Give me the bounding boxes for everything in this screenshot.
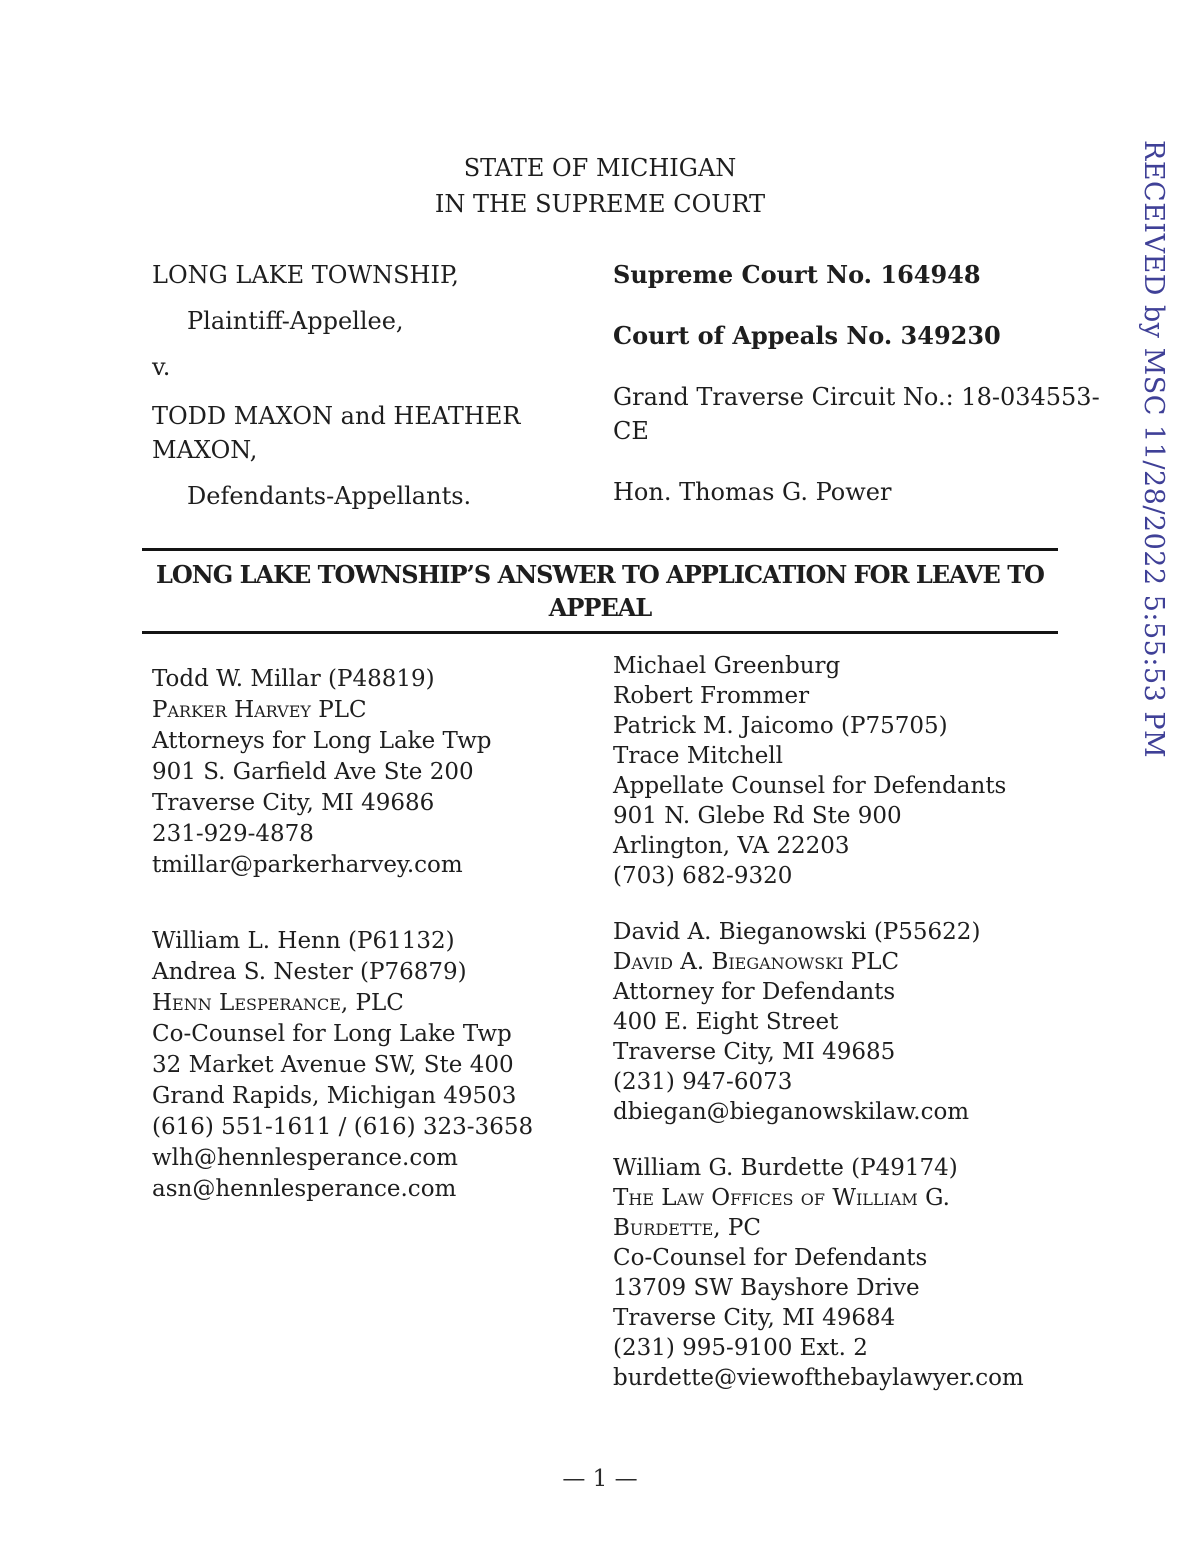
counsel-line: Arlington, VA 22203: [613, 833, 850, 859]
counsel-line: Trace Mitchell: [613, 743, 784, 769]
counsel-line: 901 N. Glebe Rd Ste 900: [613, 803, 902, 829]
counsel-line: William L. Henn (P61132): [152, 928, 455, 954]
counsel-line: 13709 SW Bayshore Drive: [613, 1275, 920, 1301]
counsel-line: Robert Frommer: [613, 683, 810, 709]
counsel-block: [152, 926, 572, 1205]
counsel-line: Co-Counsel for Defendants: [613, 1245, 928, 1271]
counsel-line: Todd W. Millar (P48819): [152, 666, 435, 692]
versus-label: v.: [152, 353, 171, 381]
court-header-court: IN THE SUPREME COURT: [434, 190, 766, 218]
counsel-block: [613, 1153, 1043, 1393]
page-number: — 1 —: [562, 1466, 638, 1492]
counsel-line: Grand Rapids, Michigan 49503: [152, 1083, 517, 1109]
counsel-line: 901 S. Garfield Ave Ste 200: [152, 759, 474, 785]
counsel-line: wlh@hennlesperance.com: [152, 1145, 458, 1171]
counsel-block: [613, 917, 1043, 1127]
counsel-block: [152, 664, 572, 881]
counsel-line: asn@hennlesperance.com: [152, 1176, 457, 1202]
counsel-line: (703) 682-9320: [613, 863, 793, 889]
counsel-line: Parker Harvey PLC: [152, 697, 367, 723]
counsel-line: Co-Counsel for Long Lake Twp: [152, 1021, 512, 1047]
counsel-line: Michael Greenburg: [613, 653, 841, 679]
counsel-line: 32 Market Avenue SW, Ste 400: [152, 1052, 514, 1078]
plaintiff-name: LONG LAKE TOWNSHIP,: [152, 261, 459, 289]
court-header: [0, 150, 1200, 222]
counsel-line: David A. Bieganowski PLC: [613, 949, 900, 975]
counsel-line: Traverse City, MI 49684: [613, 1305, 896, 1331]
counsel-column-appellants: [613, 651, 1043, 1393]
defendants-name: TODD MAXON and HEATHER MAXON,: [152, 402, 521, 464]
counsel-line: Andrea S. Nester (P76879): [152, 959, 467, 985]
counsel-column-appellee: [152, 664, 572, 1205]
counsel-line: Appellate Counsel for Defendants: [613, 773, 1007, 799]
counsel-line: burdette@viewofthebaylawyer.com: [613, 1365, 1024, 1391]
counsel-line: (231) 947-6073: [613, 1069, 793, 1095]
counsel-line: Patrick M. Jaicomo (P75705): [613, 713, 948, 739]
court-of-appeals-number: Court of Appeals No. 349230: [613, 321, 1001, 350]
counsel-line: (616) 551-1611 / (616) 323-3658: [152, 1114, 534, 1140]
title-rule-bottom: [142, 631, 1058, 634]
title-rule-top: [142, 548, 1058, 551]
counsel-line: Attorney for Defendants: [613, 979, 896, 1005]
received-stamp: RECEIVED by MSC 11/28/2022 5:55:53 PM: [1138, 140, 1169, 759]
counsel-line: dbiegan@bieganowskilaw.com: [613, 1099, 970, 1125]
counsel-line: tmillar@parkerharvey.com: [152, 852, 463, 878]
counsel-line: Traverse City, MI 49686: [152, 790, 435, 816]
counsel-block: [613, 651, 1043, 891]
case-caption: [152, 258, 542, 513]
court-header-state: STATE OF MICHIGAN: [463, 154, 737, 182]
circuit-court-number: Grand Traverse Circuit No.: 18-034553-CE: [613, 383, 1100, 445]
counsel-line: The Law Offices of William G. Burdette, PC: [613, 1185, 950, 1241]
counsel-line: 400 E. Eight Street: [613, 1009, 839, 1035]
counsel-line: William G. Burdette (P49174): [613, 1155, 958, 1181]
supreme-court-number: Supreme Court No. 164948: [613, 260, 981, 289]
counsel-line: 231-929-4878: [152, 821, 314, 847]
counsel-line: Henn Lesperance, PLC: [152, 990, 404, 1016]
counsel-line: Attorneys for Long Lake Twp: [152, 728, 492, 754]
defendants-role: Defendants-Appellants.: [187, 482, 472, 510]
document-title: LONG LAKE TOWNSHIP’S ANSWER TO APPLICATION FOR LEAVE TO APPEAL: [156, 560, 1044, 622]
counsel-line: Traverse City, MI 49685: [613, 1039, 896, 1065]
plaintiff-role: Plaintiff-Appellee,: [187, 307, 404, 335]
counsel-line: David A. Bieganowski (P55622): [613, 919, 981, 945]
case-numbers: [613, 258, 1128, 536]
judge-name: Hon. Thomas G. Power: [613, 478, 892, 506]
counsel-line: (231) 995-9100 Ext. 2: [613, 1335, 868, 1361]
